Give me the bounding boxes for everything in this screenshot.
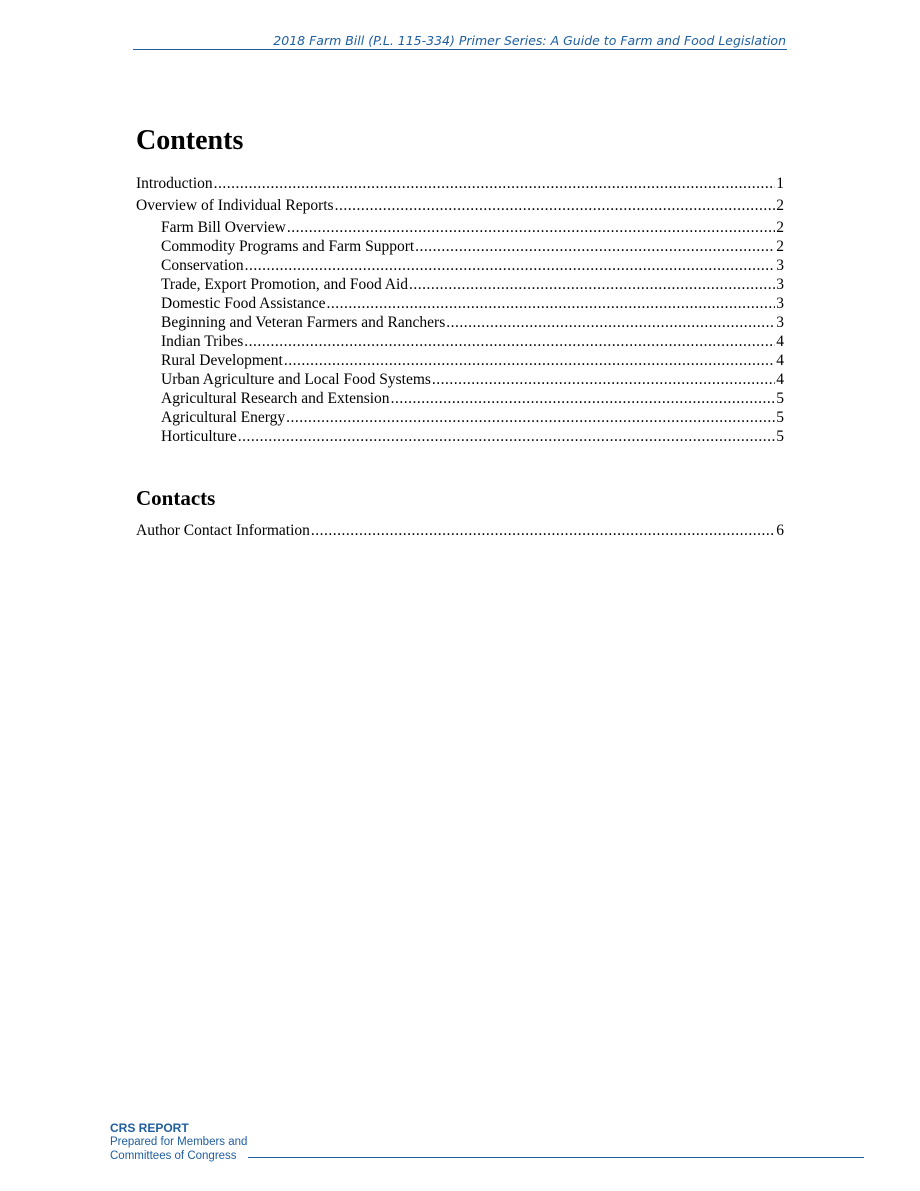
- toc-leader: [238, 427, 775, 446]
- toc-entry-title: Indian Tribes: [161, 333, 244, 350]
- toc-leader: [326, 294, 775, 313]
- toc-entry-commodity-programs[interactable]: [136, 237, 784, 256]
- toc-entry-title: Agricultural Research and Extension: [161, 390, 390, 407]
- toc-entry-title: Introduction: [136, 175, 213, 192]
- crs-report-footer: [110, 1121, 247, 1163]
- contents-heading: Contents: [136, 125, 244, 156]
- toc-entry-page: 6: [776, 522, 784, 539]
- toc-entry-urban-agriculture[interactable]: [136, 370, 784, 389]
- contacts-list: [136, 521, 784, 540]
- toc-entry-indian-tribes[interactable]: [136, 332, 784, 351]
- toc-entry-overview-of-individual-reports[interactable]: [136, 196, 784, 215]
- toc-leader: [432, 370, 775, 389]
- toc-entry-title: Trade, Export Promotion, and Food Aid: [161, 276, 409, 293]
- toc-entry-conservation[interactable]: [136, 256, 784, 275]
- running-header: [133, 32, 787, 50]
- toc-entry-page: 2: [776, 238, 784, 255]
- toc-entry-title: Farm Bill Overview: [161, 219, 286, 236]
- toc-entry-agricultural-research[interactable]: [136, 389, 784, 408]
- toc-leader: [335, 196, 776, 215]
- crs-report-tagline-line2: Committees of Congress: [110, 1150, 237, 1162]
- crs-report-tagline-line1: Prepared for Members and: [110, 1136, 248, 1148]
- toc-entry-title: Rural Development: [161, 352, 283, 369]
- contents-list: [136, 174, 784, 446]
- toc-leader: [446, 313, 775, 332]
- toc-leader: [311, 521, 775, 540]
- toc-entry-title: Beginning and Veteran Farmers and Ranchers: [161, 314, 446, 331]
- toc-entry-page: 1: [776, 175, 784, 192]
- toc-entry-farm-bill-overview[interactable]: [136, 218, 784, 237]
- toc-leader: [245, 256, 776, 275]
- toc-entry-page: 2: [776, 219, 784, 236]
- toc-entry-title: Commodity Programs and Farm Support: [161, 238, 415, 255]
- toc-entry-rural-development[interactable]: [136, 351, 784, 370]
- crs-report-brand: CRS REPORT: [110, 1121, 189, 1135]
- toc-leader: [214, 174, 776, 193]
- toc-entry-trade-export-food-aid[interactable]: [136, 275, 784, 294]
- toc-entry-beginning-veteran-farmers[interactable]: [136, 313, 784, 332]
- toc-entry-page: 4: [776, 352, 784, 369]
- toc-entry-page: 2: [776, 197, 784, 214]
- toc-entry-domestic-food-assistance[interactable]: [136, 294, 784, 313]
- toc-entry-title: Overview of Individual Reports: [136, 197, 334, 214]
- toc-entry-page: 5: [776, 409, 784, 426]
- running-header-text: 2018 Farm Bill (P.L. 115-334) Primer Series: A Guide to Farm and Food Legislation: [273, 33, 786, 48]
- toc-entry-introduction[interactable]: [136, 174, 784, 193]
- toc-entry-page: 3: [776, 276, 784, 293]
- toc-leader: [287, 218, 775, 237]
- toc-leader: [286, 408, 775, 427]
- toc-entry-title: Domestic Food Assistance: [161, 295, 326, 312]
- toc-entry-page: 5: [776, 390, 784, 407]
- toc-entry-title: Horticulture: [161, 428, 237, 445]
- toc-entry-page: 3: [776, 314, 784, 331]
- contacts-heading: Contacts: [136, 486, 216, 510]
- toc-leader: [409, 275, 775, 294]
- toc-entry-page: 3: [776, 295, 784, 312]
- toc-entry-title: Agricultural Energy: [161, 409, 286, 426]
- toc-entry-agricultural-energy[interactable]: [136, 408, 784, 427]
- toc-entry-author-contact-information[interactable]: [136, 521, 784, 540]
- toc-leader: [284, 351, 775, 370]
- toc-entry-title: Urban Agriculture and Local Food Systems: [161, 371, 431, 388]
- toc-entry-horticulture[interactable]: [136, 427, 784, 446]
- toc-entry-page: 5: [776, 428, 784, 445]
- toc-leader: [391, 389, 776, 408]
- toc-entry-title: Conservation: [161, 257, 244, 274]
- toc-entry-title: Author Contact Information: [136, 522, 310, 539]
- toc-leader: [244, 332, 775, 351]
- toc-entry-page: 3: [776, 257, 784, 274]
- footer-rule: [248, 1157, 864, 1158]
- toc-entry-page: 4: [776, 371, 784, 388]
- toc-leader: [415, 237, 775, 256]
- toc-entry-page: 4: [776, 333, 784, 350]
